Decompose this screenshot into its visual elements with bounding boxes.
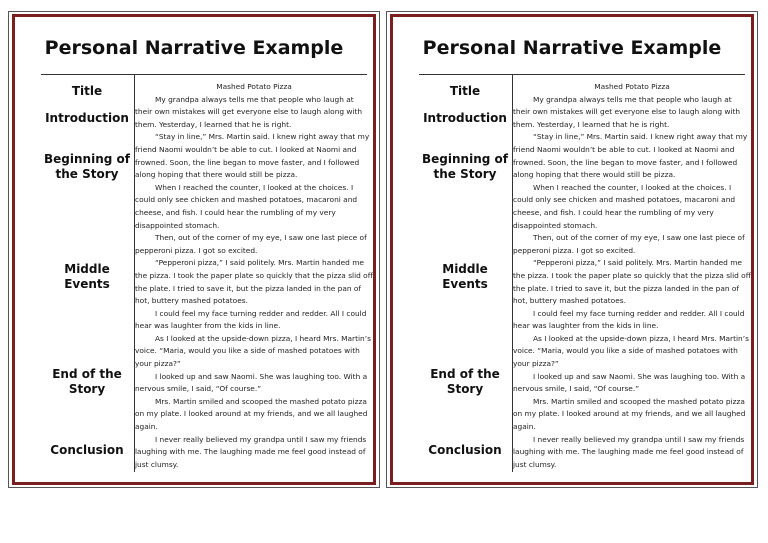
label-beginning: Beginning of the Story bbox=[422, 152, 508, 181]
paragraph: Then, out of the corner of my eye, I saw one last piece of pepperoni pizza. I got so excited. bbox=[135, 233, 367, 255]
paragraph: I looked up and saw Naomi. She was laughing too. With a nervous smile, I said, “Of course.” bbox=[135, 371, 368, 394]
right-card bbox=[390, 14, 754, 485]
paragraph: When I reached the counter, I looked at the choices. I could only see chicken and mashed potatoes, macaroni and cheese, and fish. I could hear the rumbling of my very disappointed stomach. bbox=[513, 182, 736, 230]
paragraph: “Stay in line,” Mrs. Martin said. I knew right away that my friend Naomi wouldn’t be able to cut. I looked at Naomi and frowned. Soon, the line began to move faster, and I followed along hoping that there would still be pizza. bbox=[135, 132, 370, 180]
paragraph: I never really believed my grandpa until I saw my friends laughing with me. The laughing made me feel good instead of just clumsy. bbox=[513, 434, 745, 469]
label-beginning: Beginning of the Story bbox=[44, 152, 130, 181]
label-end: End of the Story bbox=[430, 367, 500, 396]
label-introduction: Introduction bbox=[423, 111, 507, 125]
label-conclusion: Conclusion bbox=[50, 443, 124, 457]
paragraph: When I reached the counter, I looked at the choices. I could only see chicken and mashed potatoes, macaroni and cheese, and fish. I could hear the rumbling of my very disappointed stomach. bbox=[135, 182, 358, 230]
paragraph: My grandpa always tells me that people who laugh at their own mistakes will get everyone else to laugh along with them. Yesterday, I learned that he is right. bbox=[513, 94, 741, 129]
header-divider bbox=[419, 74, 745, 75]
story-text bbox=[513, 81, 751, 471]
story-title: Mashed Potato Pizza bbox=[594, 82, 670, 91]
paragraph: As I looked at the upside-down pizza, I heard Mrs. Martin’s voice. “Maria, would you like a side of mashed potatoes with your pizza?” bbox=[135, 333, 371, 369]
header-divider bbox=[41, 74, 367, 75]
paragraph: Mrs. Martin smiled and scooped the mashed potato pizza on my plate. I looked around at my friends, and we all laughed again. bbox=[135, 396, 368, 432]
story-text bbox=[135, 81, 373, 471]
story-title: Mashed Potato Pizza bbox=[216, 82, 292, 91]
label-introduction: Introduction bbox=[45, 111, 129, 125]
paragraph: “Pepperoni pizza,” I said politely. Mrs. Martin handed me the pizza. I took the paper plate so quickly that the pizza slid off the plate. I tried to save it, but the pizza landed in the pan of hot, buttery mashed potatoes. bbox=[135, 258, 373, 306]
paragraph: I could feel my face turning redder and redder. All I could hear was laughter from the kids in line. bbox=[135, 308, 367, 331]
label-middle-events: Middle Events bbox=[64, 262, 110, 291]
paragraph: I looked up and saw Naomi. She was laughing too. With a nervous smile, I said, “Of course.” bbox=[513, 371, 746, 394]
paragraph: I never really believed my grandpa until I saw my friends laughing with me. The laughing made me feel good instead of just clumsy. bbox=[135, 434, 367, 469]
paragraph: Mrs. Martin smiled and scooped the mashed potato pizza on my plate. I looked around at my friends, and we all laughed again. bbox=[513, 396, 746, 432]
left-sheet bbox=[8, 11, 380, 488]
label-end: End of the Story bbox=[52, 367, 122, 396]
paragraph: Then, out of the corner of my eye, I saw one last piece of pepperoni pizza. I got so excited. bbox=[513, 233, 745, 255]
paragraph: “Stay in line,” Mrs. Martin said. I knew right away that my friend Naomi wouldn’t be able to cut. I looked at Naomi and frowned. Soon, the line began to move faster, and I followed along hoping that there would still be pizza. bbox=[513, 132, 748, 180]
label-conclusion: Conclusion bbox=[428, 443, 502, 457]
page-title: Personal Narrative Example bbox=[422, 37, 722, 59]
page-title: Personal Narrative Example bbox=[44, 37, 344, 59]
paragraph: “Pepperoni pizza,” I said politely. Mrs. Martin handed me the pizza. I took the paper plate so quickly that the pizza slid off the plate. I tried to save it, but the pizza landed in the pan of hot, buttery mashed potatoes. bbox=[513, 258, 751, 306]
right-sheet bbox=[386, 11, 758, 488]
paragraph: I could feel my face turning redder and redder. All I could hear was laughter from the kids in line. bbox=[513, 308, 745, 331]
left-card bbox=[12, 14, 376, 485]
label-title: Title bbox=[71, 84, 103, 98]
label-middle-events: Middle Events bbox=[442, 262, 488, 291]
paragraph: My grandpa always tells me that people who laugh at their own mistakes will get everyone else to laugh along with them. Yesterday, I learned that he is right. bbox=[135, 94, 363, 129]
label-title: Title bbox=[449, 84, 481, 98]
paragraph: As I looked at the upside-down pizza, I heard Mrs. Martin’s voice. “Maria, would you like a side of mashed potatoes with your pizza?” bbox=[513, 333, 749, 369]
